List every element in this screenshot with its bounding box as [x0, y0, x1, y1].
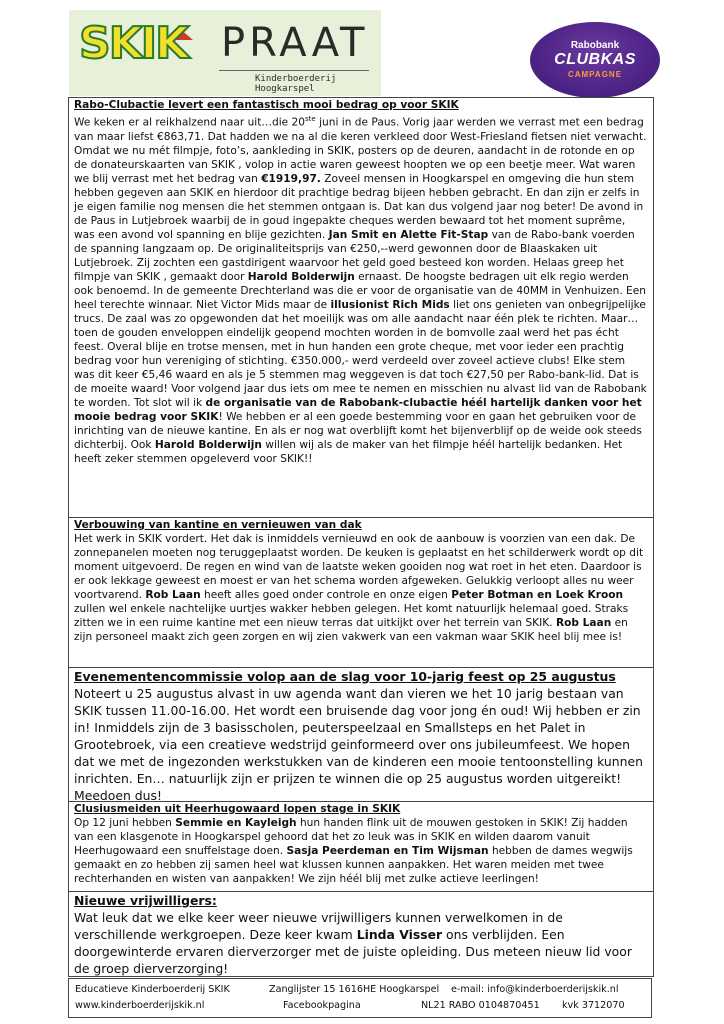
section-title: Evenementencommissie volop aan de slag voor 10-jarig feest op 25 augustus	[74, 669, 616, 684]
logo-praat-text: PRAAT	[221, 20, 369, 66]
section-body: Het werk in SKIK vordert. Het dak is inmiddels vernieuwd en ook de aanbouw is voorzien van een dak. De zonnepanelen moeten nog teruggeplaatst worden. De keuken is geplaatst en het schilderwerk wordt op dit moment uitgevoerd. De regen en wind van de laatste weken gooiden nog wat roet in het eten. Daardoor is er ook lekkage geweest en moest er van het schema worden afgeweken. Gelukkig verloopt alles nu weer voortvarend. Rob Laan heeft alles goed onder controle en onze eigen Peter Botman en Loek Kroon zullen wel enkele nachtelijke uurtjes wakker hebben gelegen. Het komt natuurlijk helemaal goed. Straks zitten we in een ruime kantine met een nieuw terras dat uitkijkt over het terrein van SKIK. Rob Laan en zijn personeel maakt zich geen zorgen en wij zien vakwerk van een vakman waar SKIK heel blij mee is!	[74, 533, 644, 643]
footer-bank-account: NL21 RABO 0104870451	[421, 1000, 540, 1011]
footer-email[interactable]: e-mail: info@kinderboerderijskik.nl	[451, 984, 619, 995]
logo-skik-text: SKIK	[79, 18, 188, 69]
section-clusiusmeiden	[69, 802, 653, 892]
newsletter-frame	[68, 97, 654, 977]
section-evenementencommissie	[69, 668, 653, 802]
section-nieuwe-vrijwilligers	[69, 892, 653, 976]
logo-divider	[219, 70, 369, 71]
section-rabo-clubactie	[69, 98, 653, 518]
section-title: Clusiusmeiden uit Heerhugowaard lopen stage in SKIK	[74, 803, 401, 815]
footer-address: Zanglijster 15 1616HE Hoogkarspel	[269, 984, 440, 995]
rabobank-clubkas-badge	[530, 22, 660, 98]
footer-org: Educatieve Kinderboerderij SKIK	[75, 984, 230, 995]
logo-subtitle: Kinderboerderij Hoogkarspel	[255, 74, 337, 94]
footer-kvk: kvk 3712070	[562, 1000, 625, 1011]
section-verbouwing	[69, 518, 653, 668]
badge-bank-name: Rabobank	[570, 40, 620, 51]
badge-subtitle: CAMPAGNE	[567, 70, 623, 79]
section-title: Verbouwing van kantine en vernieuwen van dak	[74, 519, 362, 531]
page-header	[0, 0, 724, 100]
footer-facebook[interactable]: Facebookpagina	[283, 1000, 361, 1011]
skik-praat-logo	[69, 10, 381, 96]
section-body: Wat leuk dat we elke keer weer nieuwe vrijwilligers kunnen verwelkomen in de verschillende werkgroepen. Deze keer kwam Linda Visser ons verblijden. Een doorgewinterde ervaren dierverzorger met de juiste opleiding. Dus meteen nieuw lid voor de groep dierverzorging!	[74, 910, 632, 976]
section-body: Op 12 juni hebben Semmie en Kayleigh hun handen flink uit de mouwen gestoken in SKIK! Zij hadden van een klasgenote in Hoogkarspel gehoord dat het zo leuk was in SKIK en wilden daarom vanuit Heerhugowaard een snuffelstage doen. Sasja Peerdeman en Tim Wijsman hebben de dames wegwijs gemaakt en zo hebben zij samen heel wat klussen kunnen aanpakken. Het waren meiden met twee rechterhanden en wisten van aanpakken! We zijn héél blij met zulke actieve leerlingen!	[74, 817, 633, 885]
section-title: Rabo-Clubactie levert een fantastisch mooi bedrag op voor SKIK	[74, 99, 459, 111]
section-title: Nieuwe vrijwilligers:	[74, 893, 217, 908]
page-footer	[68, 978, 652, 1018]
footer-website[interactable]: www.kinderboerderijskik.nl	[75, 1000, 205, 1011]
badge-title: CLUBKAS	[554, 51, 636, 68]
section-body: We keken er al reikhalzend naar uit…die 20ste juni in de Paus. Vorig jaar werden we verrast met een bedrag van maar liefst €863,71. Dat hadden we na al die keren verkleed door West-Friesland fietsen niet verwacht. Omdat we nu mét filmpje, foto’s, aankleding in SKIK, posters op de deuren, aandacht in de rotonde en op de donateurskaarten van SKIK , volop in actie waren geweest hoopten we op een beetje meer. Wat waren we blij verrast met het bedrag van €1919,97. Zoveel mensen in Hoogkarspel en omgeving die hun stem hebben gegeven aan SKIK en hierdoor dit prachtige bedrag bijeen hebben gebracht. En dan zijn er zelfs in je eigen familie nog mensen die het stemmen ontgaan is. Dat kan dus volgend jaar nog beter! De avond in de Paus in Lutjebroek waarbij de in goud ingepakte cheques werden bewaard tot het moment suprême, was een avond vol spanning en blije gezichten. Jan Smit en Alette Fit-Stap van de Rabo-bank voerden de spanning langzaam op. De originaliteitsprijs van €250,--werd gewonnen door de Blaaskaken uit Lutjebroek. Zij zochten een gastdirigent waarvoor het geld goed besteed kon worden. Helaas greep het filmpje van SKIK , gemaakt door Harold Bolderwijn ernaast. De hoogste bedragen uit elk regio werden ook benoemd. In de gemeente Drechterland was die er voor de organisatie van de 40MM in Venhuizen. Een heel terechte winnaar. Niet Victor Mids maar de illusionist Rich Mids liet ons genieten van onbegrijpelijke trucs. De zaal was zo opgewonden dat het moeilijk was om alle aandacht naar één plek te richten. Maar…toen de gouden enveloppen eindelijk geopend mochten worden in de bomvolle zaal werd het pas écht feest. Overal blije en trotse mensen, met in hun handen een grote cheque, met voor ieder een prachtig bedrag voor hun vereniging of stichting. €350.000,- werd verdeeld over zoveel actieve clubs! Elke stem was dit keer €5,46 waard en als je 5 stemmen mag weggeven is dat toch €27,50 per Rabo-bank-lid. Dat is de moeite waard! Voor volgend jaar dus iets om mee te nemen en misschien nu alvast lid van de Rabobank te worden. Tot slot wil ik de organisatie van de Rabobank-clubactie héél hartelijk danken voor het mooie bedrag voor SKIK! We hebben er al een goede bestemming voor en gaan het gebruiken voor de inrichting van de nieuwe kantine. En als er nog wat overblijft komt het bijenverblijf op de weide ook steeds dichterbij. Ook Harold Bolderwijn willen wij als de maker van het filmpje héél hartelijk bedanken. Het heeft zeker stemmen opgeleverd voor SKIK!!	[74, 115, 647, 465]
section-body: Noteert u 25 augustus alvast in uw agenda want dan vieren we het 10 jarig bestaan van SKIK tussen 11.00-16.00. Het wordt een bruisende dag voor jong én oud! Wij hebben er zin in! Inmiddels zijn de 3 basisscholen, peuterspeelzaal en Smallsteps en het Palet in Grootebroek, via een creatieve wedstrijd geinformeerd over ons jubileumfeest. We hopen dat we met de ingezonden werkstukken van de kinderen een mooie tentoonstelling kunnen inrichten. En… natuurlijk zijn er prijzen te winnen die op 25 augustus worden uitgereikt! Meedoen dus!	[74, 686, 643, 803]
